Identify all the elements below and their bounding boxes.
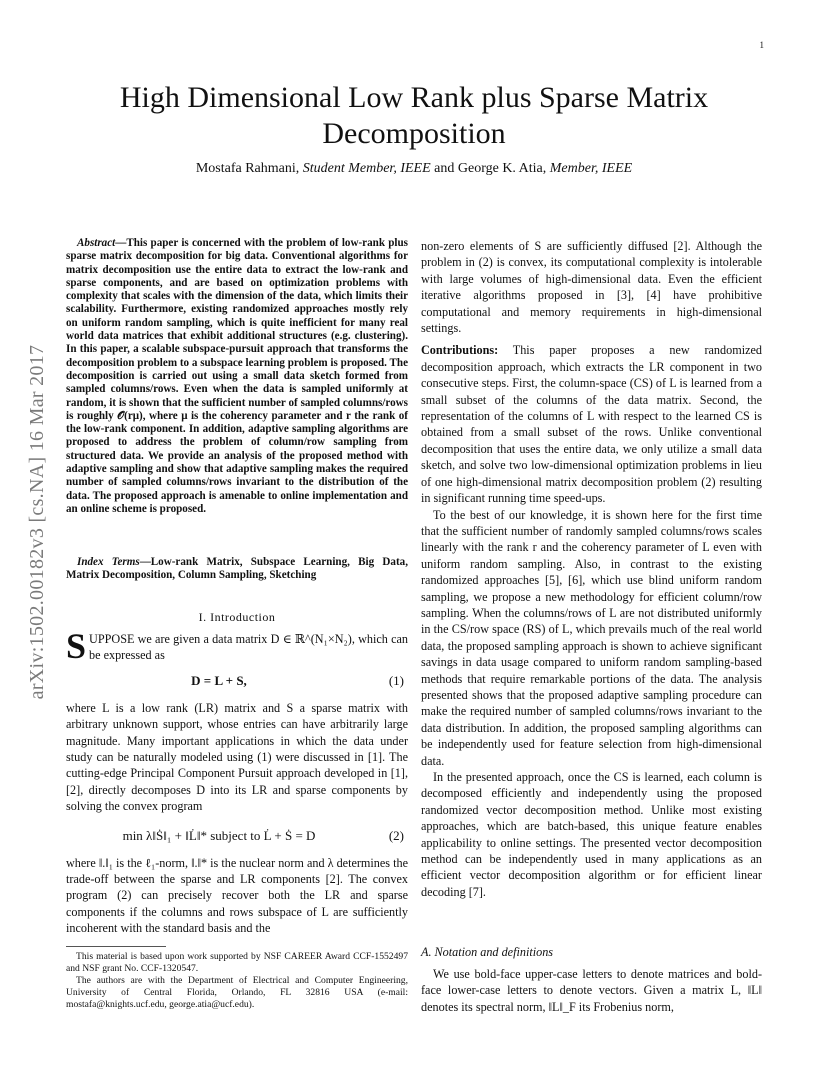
equation-1-body: D = L + S, (191, 672, 247, 688)
footnotes (66, 951, 408, 1011)
right-paragraph-3: To the best of our knowledge, it is shown here for the first time that the sufficient number of randomly sampled columns/rows scales linearly with the rank r and the coherency parameter of L even with uniform random sampling. Also, in contrast to the existing randomized approaches [5], [6], which use blind uniform random sampling, we propose a new methodology for efficient column/row sampling. When the columns/rows of L are not distributed uniformly in the CS/row space (RS) of L, which prevails much of the real world data, the proposed sampling approach is shown to achieve significant savings in data usage compared to uniform random sampling-based methods that require remarkable portions of the data. The analysis presented shows that the proposed adaptive sampling procedure can make the required number of sampled columns/rows invariant to the data distribution. In addition, the proposed sampling algorithms can be independently used for feature selection from high-dimensional data. (421, 507, 762, 768)
author-line (60, 161, 768, 177)
intro-paragraph-3: where ‖.‖₁ is the ℓ₁-norm, ‖.‖* is the nuclear norm and λ determines the trade-off between the sparse and LR components [2]. The convex program (2) can precisely recover both the LR and sparse components if the columns and rows subspace of L are sufficiently incoherent with the standard basis and the (66, 855, 408, 936)
index-terms (66, 556, 408, 583)
intro-paragraph-1 (66, 626, 408, 666)
right-paragraph-1: non-zero elements of S are sufficiently diffused [2]. Although the problem in (2) is convex, its computational complexity is intolerable with large volumes of high-dimensional data. Even the efficient iterative algorithms proposed in [3], [4] have prohibitive computational and memory requirements in high-dimensional settings. (421, 239, 762, 336)
abstract-paragraph (66, 237, 408, 516)
author-2: and George K. Atia, (434, 161, 547, 176)
abstract-text: —This paper is concerned with the problem of low-rank plus sparse matrix decomposition for big data. Conventional algorithms for matrix decomposition use the entire data to extract the low-rank and sparse components, and are based on optimization problems with complexity that scales with the dimension of the data, which limits their scalability. Furthermore, existing randomized approaches mostly rely on uniform random sampling, which is quite inefficient for many real world data matrices that exhibit additional structures (e.g. clustering). In this paper, a scalable subspace-pursuit approach that transforms the decomposition problem to a subspace learning problem is proposed. The decomposition is carried out using a small data sketch formed from sampled columns/rows. Even when the data is sampled uniformly at random, it is shown that the sufficient number of sampled columns/rows is roughly 𝒪(rμ), where μ is the coherency parameter and r the rank of the low-rank component. In addition, adaptive sampling algorithms are proposed to address the problem of column/row sampling from structured data. We provide an analysis of the proposed method with adaptive sampling and show that adaptive sampling makes the required number of sampled columns/rows invariant to the distribution of the data. The proposed approach is amenable to online implementation and an online scheme is proposed. (66, 237, 408, 515)
right-paragraph-4: In the presented approach, once the CS is learned, each column is decomposed efficiently and independently using the proposed randomized vector decomposition method. Unlike most existing approaches, which are batch-based, this unique feature enables applicability to online settings. The presented vector decomposition method can be independently used in many applications as an efficient vector decomposition algorithm or for efficient linear decoding [7]. (421, 770, 762, 899)
arxiv-stamp: arXiv:1502.00182v3 [cs.NA] 16 Mar 2017 (26, 344, 48, 700)
intro-p1-text: UPPOSE we are given a data matrix D ∈ ℝ^(N₁×N₂), which can be expressed as (89, 632, 408, 663)
page-number: 1 (759, 40, 764, 50)
introduction-body (66, 626, 408, 937)
index-terms-lead: Index Terms (77, 556, 140, 568)
paper-title: High Dimensional Low Rank plus Sparse Matrix Decomposition (119, 81, 709, 150)
author-1-role: Student Member, IEEE (302, 161, 431, 176)
abstract-lead: Abstract (77, 237, 116, 249)
footnote-rule (66, 946, 166, 947)
index-terms-text: —Low-rank Matrix, Subspace Learning, Big Data, Matrix Decomposition, Column Sampling, Sketching (66, 556, 408, 582)
contributions-lead: Contributions: (421, 343, 499, 358)
section-heading-introduction: I. Introduction (198, 610, 276, 624)
equation-1 (66, 668, 408, 694)
equation-1-number: (1) (388, 672, 404, 688)
footnote-funding: This material is based upon work supported by NSF CAREER Award CCF-1552497 and NSF grant No. CCF-1320547. (66, 951, 408, 974)
subsection-heading-notation: A. Notation and definitions (421, 945, 554, 959)
index-terms-paragraph (66, 556, 408, 583)
abstract (66, 237, 408, 516)
intro-paragraph-2: where L is a low rank (LR) matrix and S a sparse matrix with arbitrary unknown support, whose entries can have arbitrarily large magnitude. Many important applications in which the data under study can be naturally modeled using (1) were discussed in [1]. The cutting-edge Principal Component Pursuit approach developed in [1], [2], directly decomposes D into its LR and sparse components by solving the convex program (66, 700, 408, 814)
author-2-role: Member, IEEE (549, 161, 633, 176)
author-1: Mostafa Rahmani, (195, 161, 300, 176)
equation-2 (66, 823, 408, 853)
contributions-text: This paper proposes a new randomized decomposition approach, which extracts the LR component in two consecutive steps. First, the column-space (CS) of L is learned from a small subset of the columns of the data matrix. Second, the representation of the columns of L with respect to the learned CS is obtained from a small subset of the rows. Unlike conventional decomposition that uses the entire data, we only utilize a small data sketch, and solve two low-dimensional optimization problems in lieu of one high-dimensional matrix decomposition problem (2) resulting in significant running time speed-ups. (421, 343, 762, 506)
notation-paragraph: We use bold-face upper-case letters to denote matrices and bold-face lower-case letters to denote vectors. Given a matrix L, ‖L‖ denotes its spectral norm, ‖L‖_F its Frobenius norm, (421, 967, 762, 1014)
equation-2-body: min λ‖Ṡ‖₁ + ‖L̇‖* subject to L̇ + Ṡ = D (122, 827, 316, 843)
footnote-affiliation: The authors are with the Department of Electrical and Computer Engineering, University of Central Florida, Orlando, FL 32816 USA (e-mail: mostafa@knights.ucf.edu, george.atia@ucf.edu). (66, 975, 408, 1010)
contributions-paragraph (421, 342, 762, 506)
equation-2-number: (2) (388, 827, 404, 843)
notation-body (421, 966, 762, 1015)
right-column (421, 238, 762, 900)
drop-cap: S (66, 626, 87, 666)
